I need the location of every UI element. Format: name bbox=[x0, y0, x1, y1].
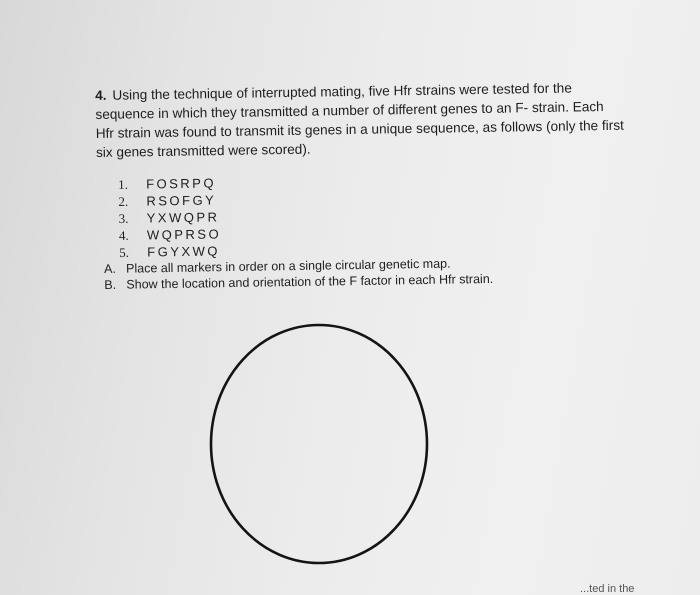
question-4 bbox=[95, 77, 656, 162]
strain-row bbox=[119, 242, 221, 261]
strain-number: 2. bbox=[118, 193, 129, 209]
question-number: 4. bbox=[95, 87, 107, 103]
strain-sequence: RSOFGY bbox=[146, 192, 217, 209]
map-circle-outline bbox=[211, 325, 427, 563]
strain-number: 4. bbox=[118, 227, 129, 243]
part-text: Place all markers in order on a single circular genetic map. bbox=[125, 256, 451, 276]
strain-sequence: WQPRSO bbox=[146, 226, 222, 243]
strain-number: 1. bbox=[118, 176, 129, 192]
part-text: Show the location and orientation of the F factor in each Hfr strain. bbox=[126, 271, 494, 292]
strain-sequence: YXWQPR bbox=[146, 209, 220, 226]
strain-sequence: FOSRPQ bbox=[146, 175, 217, 192]
strain-row bbox=[119, 208, 221, 227]
strain-sequence: FGYXWQ bbox=[147, 243, 221, 260]
strain-row bbox=[118, 191, 220, 210]
footer-fragment: ...ted in the bbox=[580, 583, 635, 595]
question-line-4: six genes transmitted were scored). bbox=[95, 141, 311, 160]
strain-number: 5. bbox=[119, 244, 130, 260]
strain-number: 3. bbox=[118, 210, 129, 226]
strain-row bbox=[118, 174, 220, 193]
hfr-strain-list bbox=[118, 174, 222, 261]
part-letter: A. bbox=[104, 261, 117, 276]
question-line-1: 4. Using the technique of interrupted mating, five Hfr strains were tested for the bbox=[95, 80, 572, 103]
question-line-2: sequence in which they transmitted a number of different genes to an F- strain. Each bbox=[95, 99, 604, 122]
question-parts bbox=[104, 256, 493, 293]
question-line-3: Hfr strain was found to transmit its genes in a unique sequence, as follows (only the first bbox=[95, 117, 624, 141]
part-letter: B. bbox=[104, 277, 117, 292]
circular-genetic-map bbox=[206, 320, 436, 570]
strain-row bbox=[119, 225, 221, 244]
